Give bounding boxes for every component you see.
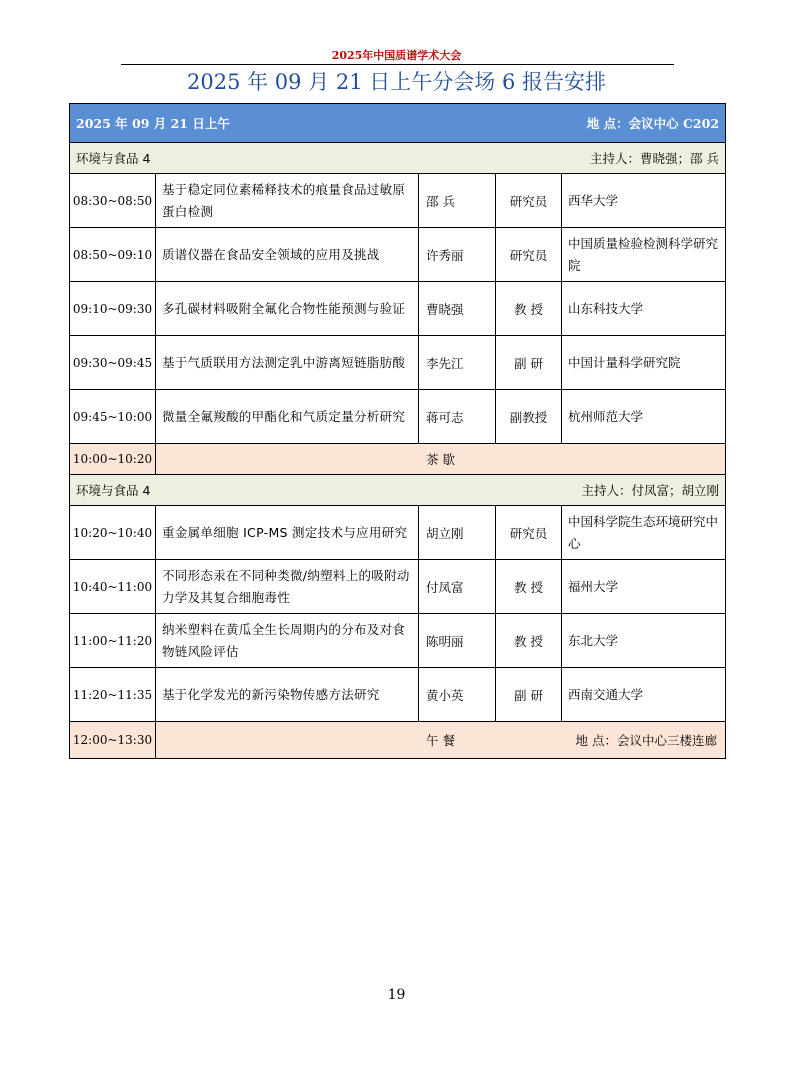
lunch-row [70, 722, 726, 759]
talk-speaker: 蒋可志 [419, 390, 496, 444]
talk-organization: 福州大学 [562, 560, 726, 614]
schedule-date: 2025 年 09 月 21 日上午 [76, 116, 230, 131]
lunch-label: 午 餐 [426, 733, 455, 748]
talk-organization: 中国质量检验检测科学研究院 [562, 228, 726, 282]
talk-topic: 重金属单细胞 ICP-MS 测定技术与应用研究 [156, 506, 419, 560]
session-1-name: 环境与食品 4 [76, 151, 151, 166]
talk-time: 08:30~08:50 [70, 174, 156, 228]
talk-rank: 副 研 [496, 336, 562, 390]
talk-speaker: 黄小英 [419, 668, 496, 722]
talk-organization: 西南交通大学 [562, 668, 726, 722]
talk-speaker: 李先江 [419, 336, 496, 390]
conference-name: 2025年中国质谱学术大会 [331, 49, 462, 62]
talk-topic: 质谱仪器在食品安全领域的应用及挑战 [156, 228, 419, 282]
lunch-location: 地 点：会议中心三楼连廊 [575, 733, 718, 748]
talk-speaker: 付凤富 [419, 560, 496, 614]
schedule-header-row [70, 104, 726, 143]
talk-rank: 研究员 [496, 228, 562, 282]
talk-organization: 中国科学院生态环境研究中心 [562, 506, 726, 560]
table-row [70, 614, 726, 668]
talk-speaker: 邵 兵 [419, 174, 496, 228]
session-2-host: 主持人：付凤富；胡立刚 [581, 483, 720, 498]
talk-rank: 副教授 [496, 390, 562, 444]
talk-topic: 微量全氟羧酸的甲酯化和气质定量分析研究 [156, 390, 419, 444]
talk-topic: 基于气质联用方法测定乳中游离短链脂肪酸 [156, 336, 419, 390]
session-2-name: 环境与食品 4 [76, 483, 151, 498]
talk-time: 09:45~10:00 [70, 390, 156, 444]
talk-time: 10:20~10:40 [70, 506, 156, 560]
talk-topic: 基于稳定同位素稀释技术的痕量食品过敏原蛋白检测 [156, 174, 419, 228]
talk-topic: 不同形态汞在不同种类微/纳塑料上的吸附动力学及其复合细胞毒性 [156, 560, 419, 614]
talk-rank: 副 研 [496, 668, 562, 722]
lunch-time: 12:00~13:30 [70, 722, 156, 759]
session-2-row [70, 475, 726, 506]
talk-topic: 纳米塑料在黄瓜全生长周期内的分布及对食物链风险评估 [156, 614, 419, 668]
header-rule [121, 64, 674, 65]
schedule-table [69, 103, 726, 759]
talk-rank: 教 授 [496, 614, 562, 668]
talk-speaker: 许秀丽 [419, 228, 496, 282]
talk-organization: 东北大学 [562, 614, 726, 668]
table-row [70, 560, 726, 614]
talk-speaker: 陈明丽 [419, 614, 496, 668]
table-row [70, 174, 726, 228]
table-row [70, 282, 726, 336]
table-row [70, 228, 726, 282]
talk-speaker: 胡立刚 [419, 506, 496, 560]
talk-time: 09:30~09:45 [70, 336, 156, 390]
session-1-host: 主持人：曹晓强；邵 兵 [590, 151, 720, 166]
tea-break-label: 茶 歇 [156, 444, 726, 475]
table-row [70, 336, 726, 390]
talk-time: 09:10~09:30 [70, 282, 156, 336]
talk-speaker: 曹晓强 [419, 282, 496, 336]
table-row [70, 506, 726, 560]
table-row [70, 390, 726, 444]
talk-organization: 西华大学 [562, 174, 726, 228]
tea-break-time: 10:00~10:20 [70, 444, 156, 475]
talk-time: 11:20~11:35 [70, 668, 156, 722]
talk-rank: 教 授 [496, 560, 562, 614]
talk-time: 08:50~09:10 [70, 228, 156, 282]
talk-organization: 杭州师范大学 [562, 390, 726, 444]
tea-break-row [70, 444, 726, 475]
talk-rank: 教 授 [496, 282, 562, 336]
talk-organization: 山东科技大学 [562, 282, 726, 336]
session-1-row [70, 143, 726, 174]
talk-topic: 基于化学发光的新污染物传感方法研究 [156, 668, 419, 722]
talk-rank: 研究员 [496, 506, 562, 560]
schedule-location: 地 点：会议中心 C202 [586, 116, 720, 131]
talk-organization: 中国计量科学研究院 [562, 336, 726, 390]
talk-rank: 研究员 [496, 174, 562, 228]
talk-topic: 多孔碳材料吸附全氟化合物性能预测与验证 [156, 282, 419, 336]
page-title: 2025 年 09 月 21 日上午分会场 6 报告安排 [187, 70, 606, 94]
talk-time: 10:40~11:00 [70, 560, 156, 614]
table-row [70, 668, 726, 722]
talk-time: 11:00~11:20 [70, 614, 156, 668]
page-number: 19 [387, 987, 406, 1003]
